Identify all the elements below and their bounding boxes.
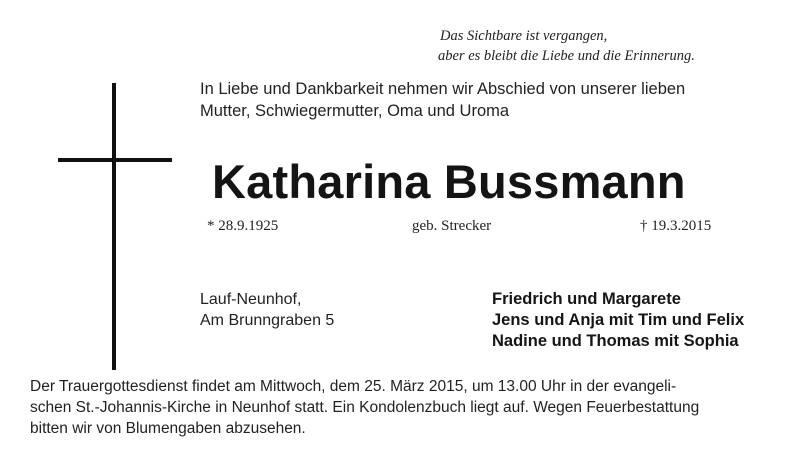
birth-date: * 28.9.1925 bbox=[207, 218, 279, 234]
motto-quote bbox=[440, 26, 770, 66]
intro-line-1: In Liebe und Dankbarkeit nehmen wir Abschied von unserer lieben bbox=[200, 80, 686, 98]
address-line-2: Am Brunngraben 5 bbox=[200, 312, 335, 329]
funeral-notice bbox=[30, 376, 775, 439]
mourner-line: Friedrich und Margarete bbox=[492, 290, 681, 308]
motto-line-1: Das Sichtbare ist vergangen, bbox=[440, 28, 608, 44]
mourner-line: Jens und Anja mit Tim und Felix bbox=[492, 311, 745, 329]
maiden-name: geb. Strecker bbox=[412, 218, 492, 234]
notice-line-1: Der Trauergottesdienst findet am Mittwoch, dem 25. März 2015, um 13.00 Uhr in der evangeli- bbox=[30, 378, 677, 395]
intro-line-2: Mutter, Schwiegermutter, Oma und Uroma bbox=[200, 102, 510, 120]
mourners-list bbox=[492, 289, 792, 352]
motto-line-2: aber es bleibt die Liebe und die Erinnerung. bbox=[438, 48, 695, 64]
mourner-line: Nadine und Thomas mit Sophia bbox=[492, 332, 739, 350]
address-line-1: Lauf-Neunhof, bbox=[200, 291, 302, 308]
cross-vertical-bar bbox=[112, 83, 116, 370]
family-address bbox=[200, 289, 440, 331]
deceased-name: Katharina Bussmann bbox=[212, 155, 686, 208]
notice-line-2: schen St.-Johannis-Kirche in Neunhof statt. Ein Kondolenzbuch liegt auf. Wegen Feuerbestattung bbox=[30, 399, 700, 416]
death-date: † 19.3.2015 bbox=[640, 218, 712, 234]
notice-line-3: bitten wir von Blumengaben abzusehen. bbox=[30, 420, 306, 437]
cross-horizontal-bar bbox=[58, 158, 172, 162]
intro-text bbox=[200, 78, 760, 122]
